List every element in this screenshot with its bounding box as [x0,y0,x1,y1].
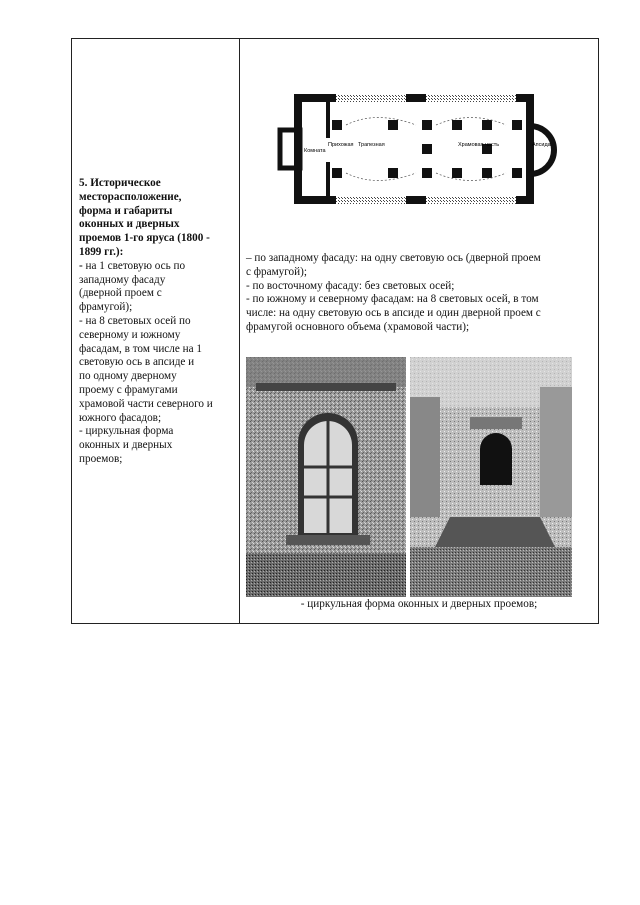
hatched-wall [336,196,406,204]
body-line: фрамугой); [79,301,133,314]
plan-label: Храмовая часть [458,142,500,148]
body-line: по одному дверному [79,370,177,383]
text-line: – по западному фасаду: на одну световую ось (дверной проем [246,252,541,264]
arched-window-photo [246,357,406,597]
heading-line: форма и габариты [79,204,173,217]
body-line: северному и южному [79,328,181,341]
table-cell-content [240,39,598,623]
hatched-wall [336,94,406,102]
plan-label: Прихожая [328,142,354,148]
body-line: - на 8 световых осей по [79,314,191,327]
heading-line: месторасположение, [79,190,182,203]
table-cell-label [72,39,240,623]
body-line: проему с фрамугами [79,383,178,396]
body-line: проемов; [79,452,123,465]
plan-label: Апсида [532,142,551,148]
hatched-wall [426,196,516,204]
body-line: храмовой части северного и [79,397,213,410]
hatched-wall [426,94,516,102]
heading-line: 5. Историческое [79,177,161,189]
pillars [332,120,522,178]
plan-label: Комната [304,148,326,154]
body-line: оконных и дверных [79,439,173,452]
body-line: фасадам, в том числе на 1 [79,342,202,355]
attribute-description [79,177,235,467]
body-line: - циркульная форма [79,425,174,438]
text-line: числе: на одну световую ось в апсиде и один дверной проем с [246,307,541,320]
heading-line: оконных и дверных [79,218,180,231]
outer-wall [298,98,530,200]
section-heading [79,177,235,260]
body-line: западному фасаду [79,273,166,286]
photo-caption: - циркульная форма оконных и дверных проемов; [300,598,538,610]
floor-plan-drawing [276,90,562,208]
plan-label: Трапезная [358,142,385,148]
text-line: с фрамугой); [246,265,307,278]
body-line: (дверной проем с [79,287,162,300]
photo-strip [246,357,572,597]
facade-description [246,252,598,335]
attribute-table [71,38,599,624]
body-line: на 1 световую ось по [82,259,186,272]
text-line: - по южному и северному фасадам: на 8 световых осей, в том [246,293,539,306]
body-line: световую ось в апсиде и [79,356,195,369]
text-line: фрамугой основного объема (храмовой части); [246,320,470,333]
bullet-dash: - [79,259,83,272]
body-line: южного фасадов; [79,411,162,424]
heading-line: 1899 гг.): [79,245,124,258]
arched-door-photo [410,357,572,597]
heading-line: проемов 1-го яруса (1800 - [79,232,210,245]
text-line: - по восточному фасаду: без световых осей; [246,279,455,292]
